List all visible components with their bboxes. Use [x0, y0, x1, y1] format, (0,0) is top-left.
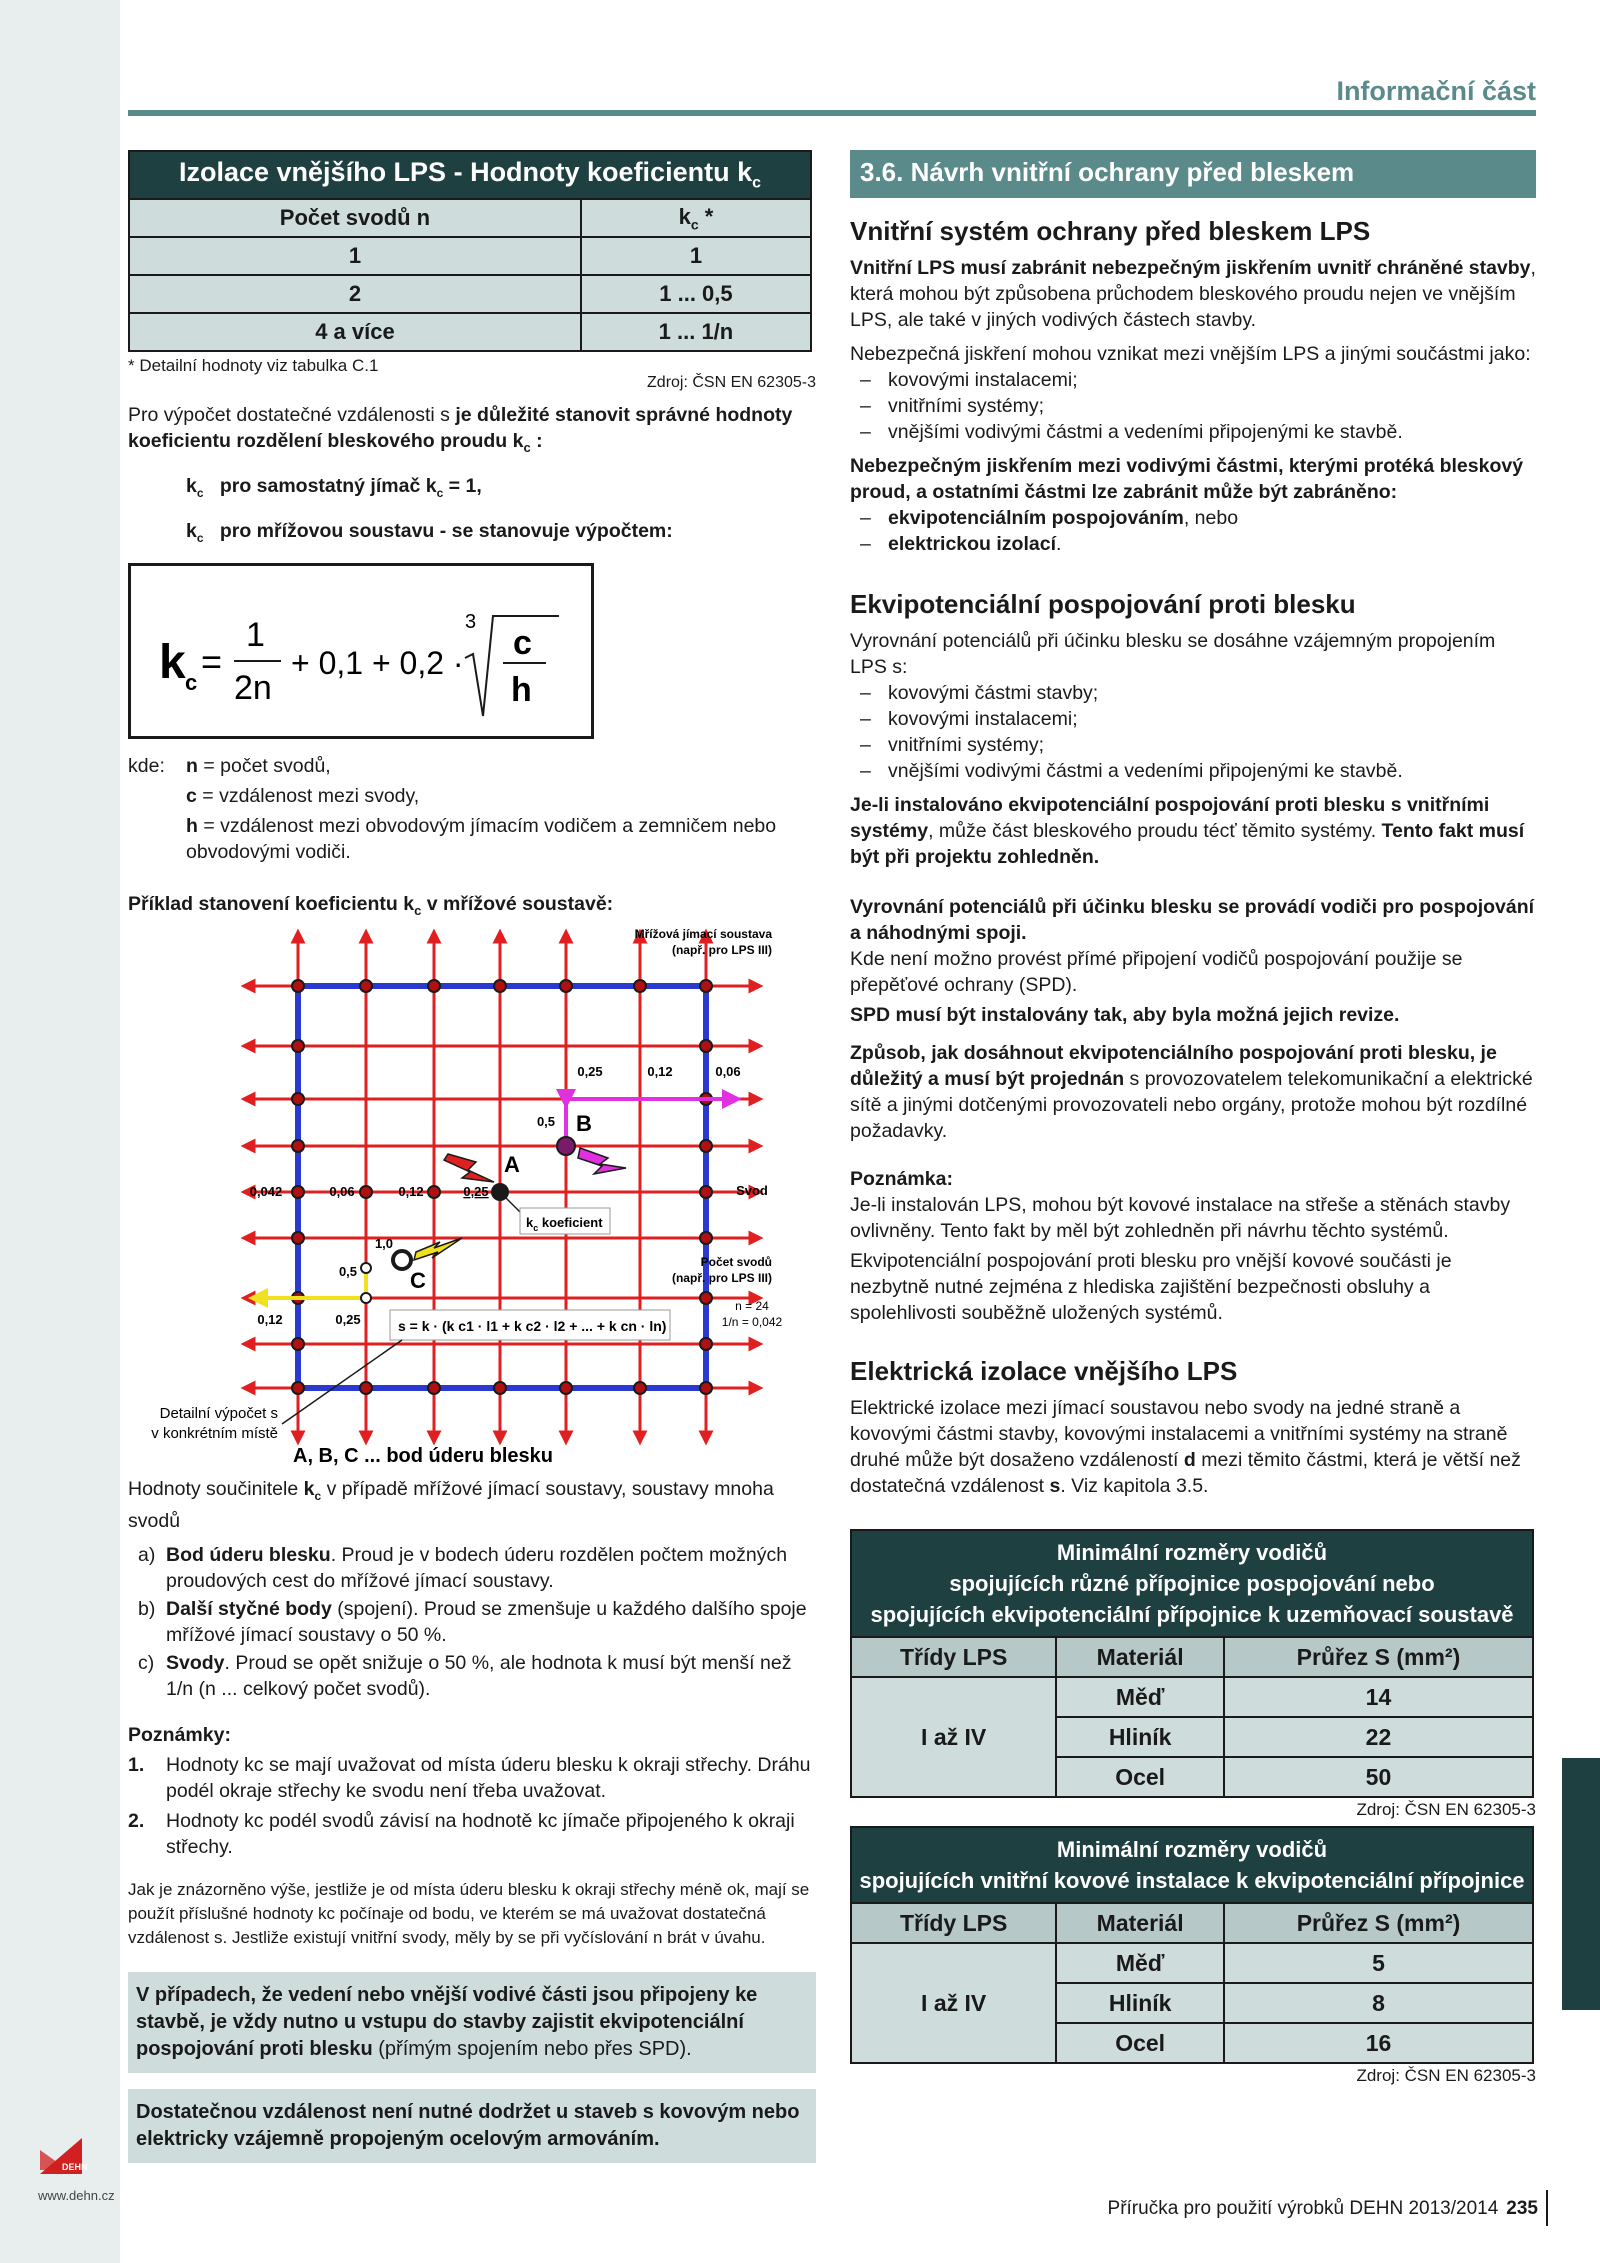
- heading-internal-lps: Vnitřní systém ochrany před bleskem LPS: [850, 216, 1371, 246]
- notes-title: Poznámky:: [128, 1724, 231, 1747]
- list-item: – vnitřními systémy;: [850, 732, 1536, 758]
- kc-value: 0,25: [335, 1311, 361, 1327]
- grid-node: [700, 1232, 712, 1244]
- paragraph: Je-li instalován LPS, mohou být kovové instalace na střeše a stěnách stavby ovlivněny. Tento fakt by měl být zohledněn při návrhu těchto systémů.: [850, 1194, 1511, 1242]
- svod-label: Svod: [736, 1182, 768, 1198]
- abc-list: [128, 1542, 816, 1702]
- count-label-sub: (např. pro LPS III): [671, 1270, 772, 1285]
- kc-value: 0,12: [398, 1183, 424, 1199]
- svg-text:h: h: [511, 670, 532, 709]
- paragraph: Způsob, jak dosáhnout ekvipotenciálního pospojování proti blesku, je důležitý a musí být projednán s provozovatelem telekomunikační a elektrické sítě a jinými dotčenými provozovateli nebo orgány, protože mohou být rozdílné požadavky.: [850, 1042, 1533, 1142]
- kc-source: Zdroj: ČSN EN 62305-3: [647, 374, 816, 391]
- grid-node: [292, 1338, 304, 1350]
- page-footer: [1108, 2198, 1538, 2220]
- grid-node: [361, 1293, 371, 1303]
- lightning-bolt-icon: [444, 1154, 494, 1182]
- right-column: [850, 150, 1536, 2092]
- list-item: – vnějšími vodivými částmi a vedeními připojenými ke stavbě.: [850, 419, 1536, 445]
- values-paragraph: Hodnoty součinitele $k_c$ v případě mřížové jímací soustavy, soustavy mnoha svodů: [128, 1477, 774, 1533]
- chapter-tab: [1562, 1758, 1600, 2010]
- table-row: Ocel 50: [851, 1757, 1533, 1797]
- grid-node: [428, 980, 440, 992]
- diagram-caption: A, B, C ... bod úderu blesku: [293, 1444, 554, 1467]
- table-row: 1 1: [129, 237, 811, 275]
- section-label: Informační část: [1336, 76, 1536, 106]
- grid-node: [634, 980, 646, 992]
- grid-node: [428, 1186, 440, 1198]
- paragraph: Nebezpečným jiskřením mezi vodivými částmi, kterými protéká bleskový proud, a ostatními částmi lze zabránit může být zabráněno:: [850, 455, 1524, 503]
- svg-text:k: k: [159, 635, 186, 689]
- section-heading: 3.6. Návrh vnitřní ochrany před bleskem: [850, 150, 1536, 198]
- n-value: n = 24: [735, 1298, 769, 1313]
- small-paragraph: Jak je znázorněno výše, jestliže je od místa úderu blesku k okraji střechy méně ok, mají se použít příslušné hodnoty kc počínaje od bodu, ve kterém se má uvažovat dostatečná vzdálenost s. Jestliže existují vnitřní svody, měly by se při vyčíslování n brát v úvahu.: [128, 1880, 810, 1948]
- sum-formula: s = k · (k c1 · l1 + k c2 · l2 + ... + k cn · ln): [398, 1317, 667, 1334]
- list-item: – ekvipotenciálním pospojováním, nebo: [850, 505, 1536, 531]
- list-item: c = vzdálenost mezi svody,: [186, 784, 420, 807]
- highlight-box-2: Dostatečnou vzdálenost není nutné dodržet u staveb s kovovým nebo elektricky vzájemně propojeným ocelovým armováním.: [128, 2089, 816, 2163]
- list-item: – kovovými instalacemi;: [850, 706, 1536, 732]
- list-item: kde: n = počet svodů,: [128, 754, 331, 777]
- kc-value: 1,0: [374, 1235, 394, 1251]
- left-margin-strip: [0, 0, 120, 2263]
- svg-text:c: c: [185, 669, 198, 695]
- svg-text:DEHN: DEHN: [62, 2162, 88, 2172]
- kc-table-title: Izolace vnějšího LPS - Hodnoty koeficientu $k_c$: [129, 151, 811, 199]
- point-b-label: B: [576, 1110, 592, 1136]
- website-url[interactable]: www.dehn.cz: [38, 2188, 115, 2203]
- paragraph: Ekvipotenciální pospojování proti blesku pro vnější kovové součásti je nezbytně nutné zejména z hlediska zajištění bezpečnosti obsluhy a spolehlivosti souběžně uložených systémů.: [850, 1250, 1452, 1324]
- intro-paragraph: Pro výpočet dostatečné vzdálenosti s je důležité stanovit správné hodnoty koeficientu rozdělení bleskového proudu $k_c$ :: [128, 404, 793, 455]
- kc-callout-text: $k_c$ koeficient: [526, 1214, 603, 1233]
- paragraph: Vyrovnání potenciálů při účinku blesku se provádí vodiči pro pospojování a náhodnými spoji.: [850, 896, 1535, 944]
- lightning-bolt-icon: [414, 1238, 462, 1260]
- dehn-logo: [38, 2130, 88, 2176]
- svg-text:1: 1: [246, 615, 265, 654]
- lightning-bolt-icon: [578, 1148, 626, 1174]
- svg-text:3: 3: [465, 610, 477, 633]
- grid-node: [292, 1232, 304, 1244]
- grid-node: [700, 980, 712, 992]
- table-row: 2 1 ... 0,5: [129, 275, 811, 313]
- point-a-label: A: [504, 1151, 520, 1177]
- kc-value: 0,12: [647, 1063, 673, 1079]
- list-item: – kovovými částmi stavby;: [850, 680, 1536, 706]
- grid-node: [292, 1140, 304, 1152]
- paragraph: Elektrické izolace mezi jímací soustavou nebo svody na jedné straně a kovovými částmi stavby, kovovými instalacemi a vnitřními systémy na straně druhé může být dosaženo vzdáleností d mezi těmito částmi, která je větší než dostatečná vzdálenost s. Viz kapitola 3.5.: [850, 1397, 1521, 1497]
- list: [850, 367, 1536, 445]
- heading-equipotential: Ekvipotenciální pospojování proti blesku: [850, 589, 1356, 619]
- kc-table-header-n: Počet svodů n: [129, 199, 581, 237]
- note-title: Poznámka:: [850, 1168, 953, 1190]
- kc-value: 0,25: [463, 1183, 489, 1199]
- min-sizes-table-1: Minimální rozměry vodičů spojujících různé přípojnice pospojování nebo spojujících ekvipotenciální přípojnice k uzemňovací soustavě Třídy LPS Materiál Průřez S (mm²) I až IV Měď 14 Hliník 22 Ocel 50: [850, 1529, 1534, 1798]
- kc-table-header-k: $k_c$ *: [581, 199, 811, 237]
- kc-value: 0,5: [338, 1263, 358, 1279]
- kc-table: [128, 150, 812, 352]
- min-sizes-table-2: Minimální rozměry vodičů spojujících vnitřní kovové instalace k ekvipotenciální přípojnice Třídy LPS Materiál Průřez S (mm²) I až IV Měď 5 Hliník 8 Ocel 16: [850, 1826, 1534, 2064]
- detail-label: Detailní výpočet s: [159, 1404, 278, 1422]
- page-number: 235: [1506, 2198, 1538, 2219]
- kc-value: 0,12: [257, 1311, 283, 1327]
- grid-label: Mřížová jímací soustava: [634, 926, 772, 941]
- kc-value: 0,06: [715, 1063, 741, 1079]
- table-row: Ocel 16: [851, 2023, 1533, 2063]
- table-row: 4 a více 1 ... 1/n: [129, 313, 811, 351]
- example-title: Příklad stanovení koeficientu $k_c$ v mřížové soustavě:: [128, 892, 614, 918]
- formula-graphic: [131, 566, 591, 736]
- paragraph: Vyrovnání potenciálů při účinku blesku se dosáhne vzájemným propojením LPS s:: [850, 630, 1496, 678]
- kc-grid: $k_c$ pro mřížovou soustavu - se stanovuje výpočtem:: [186, 519, 673, 545]
- list: [850, 505, 1536, 557]
- table-row: I až IV Měď 5: [851, 1943, 1533, 1983]
- heading-isolation: Elektrická izolace vnějšího LPS: [850, 1356, 1238, 1386]
- grid-node: [560, 1382, 572, 1394]
- footer-title: Příručka pro použití výrobků DEHN 2013/2014: [1107, 2198, 1499, 2219]
- list-item: 1. Hodnoty kc se mají uvažovat od místa úderu blesku k okraji střechy. Dráhu podél okraje střechy ke svodu není třeba uvažovat.: [128, 1754, 811, 1803]
- svg-text:+ 0,1 + 0,2 ·: + 0,1 + 0,2 ·: [291, 644, 464, 681]
- kc-value: 0,042: [249, 1183, 283, 1199]
- grid-node: [634, 1382, 646, 1394]
- kc-formula: [128, 563, 594, 739]
- strike-point-c: [393, 1251, 411, 1269]
- kc-value: 0,5: [536, 1113, 556, 1129]
- grid-node: [360, 1382, 372, 1394]
- where-list: [128, 753, 816, 865]
- list-item: c) Svody. Proud se opět snižuje o 50 %, ale hodnota k musí být menší než 1/n (n ... celkový počet svodů).: [138, 1652, 792, 1701]
- grid-node: [700, 1186, 712, 1198]
- footer-rule: [1546, 2190, 1548, 2226]
- grid-node: [360, 980, 372, 992]
- table-row: Hliník 22: [851, 1717, 1533, 1757]
- grid-node: [700, 1338, 712, 1350]
- grid-node: [560, 980, 572, 992]
- paragraph: Nebezpečná jiskření mohou vznikat mezi vnějším LPS a jinými součástmi jako:: [850, 343, 1531, 365]
- grid-node: [700, 1140, 712, 1152]
- list-item: 2. Hodnoty kc podél svodů závisí na hodnotě kc jímače připojeného k okraji střechy.: [128, 1810, 795, 1859]
- svg-text:=: =: [201, 640, 223, 682]
- grid-node: [292, 1186, 304, 1198]
- highlight-box-1: V případech, že vedení nebo vnější vodivé části jsou připojeny ke stavbě, je vždy nutno u vstupu do stavby zajistit ekvipotenciální pospojování proti blesku (přímým spojením nebo přes SPD).: [128, 1972, 816, 2073]
- kc-standalone: $k_c$ pro samostatný jímač $k_c = 1$,: [186, 474, 482, 500]
- kc-value: 0,25: [577, 1063, 603, 1079]
- grid-node: [360, 1186, 372, 1198]
- list-item: b) Další styčné body (spojení). Proud se zmenšuje u každého dalšího spoje mřížové jímací soustavy o 50 %.: [138, 1598, 807, 1647]
- detail-label-sub: v konkrétním místě: [151, 1424, 278, 1442]
- paragraph: Je-li instalováno ekvipotenciální pospojování proti blesku s vnitřními systémy, může část bleskového proudu técť těmito systémy. Tento fakt musí být při projektu zohledněn.: [850, 794, 1525, 868]
- grid-node: [292, 1093, 304, 1105]
- table-row: Hliník 8: [851, 1983, 1533, 2023]
- point-c-label: C: [410, 1267, 426, 1293]
- grid-node: [700, 1292, 712, 1304]
- count-label: Počet svodů: [700, 1254, 772, 1269]
- list: [850, 680, 1536, 784]
- paragraph: Kde není možno provést přímé připojení vodičů pospojování použije se přepěťové ochrany (SPD).: [850, 948, 1463, 996]
- list-item: – elektrickou izolací.: [850, 531, 1536, 557]
- table-source: Zdroj: ČSN EN 62305-3: [1356, 2066, 1536, 2085]
- list-item: h = vzdálenost mezi obvodovým jímacím vodičem a zemničem nebo obvodovými vodiči.: [186, 814, 777, 863]
- list-item: – vnitřními systémy;: [850, 393, 1536, 419]
- header-rule: [128, 110, 1536, 116]
- grid-node: [292, 980, 304, 992]
- grid-node: [428, 1382, 440, 1394]
- list-item: – vnějšími vodivými částmi a vedeními připojenými ke stavbě.: [850, 758, 1536, 784]
- grid-node: [292, 1382, 304, 1394]
- table-source: Zdroj: ČSN EN 62305-3: [1356, 1800, 1536, 1819]
- grid-node: [494, 1382, 506, 1394]
- grid-label-sub: (např. pro LPS III): [671, 942, 772, 957]
- list-item: – kovovými instalacemi;: [850, 367, 1536, 393]
- strike-point-b: [557, 1137, 575, 1155]
- paragraph: SPD musí být instalovány tak, aby byla možná jejich revize.: [850, 1004, 1400, 1026]
- grid-node: [700, 1382, 712, 1394]
- kc-footnote: * Detailní hodnoty viz tabulka C.1: [128, 356, 379, 375]
- paragraph: Vnitřní LPS musí zabránit nebezpečným jiskřením uvnitř chráněné stavby, která mohou být způsobena průchodem bleskového proudu nejen ve vnějším LPS, ale také v jiných vodivých částech stavby.: [850, 257, 1536, 331]
- svg-text:2n: 2n: [234, 668, 272, 707]
- kc-value: 0,06: [329, 1183, 355, 1199]
- grid-node: [494, 980, 506, 992]
- left-column: [128, 150, 816, 2163]
- table-row: I až IV Měď 14: [851, 1677, 1533, 1717]
- inv-value: 1/n = 0,042: [721, 1314, 783, 1329]
- svg-text:c: c: [513, 623, 532, 662]
- grid-node: [700, 1040, 712, 1052]
- list-item: a) Bod úderu blesku. Proud je v bodech úderu rozdělen počtem možných proudových cest do mřížové jímací soustavy.: [138, 1544, 788, 1593]
- grid-node: [361, 1263, 371, 1273]
- grid-node: [292, 1040, 304, 1052]
- grid-diagram: [128, 926, 816, 1466]
